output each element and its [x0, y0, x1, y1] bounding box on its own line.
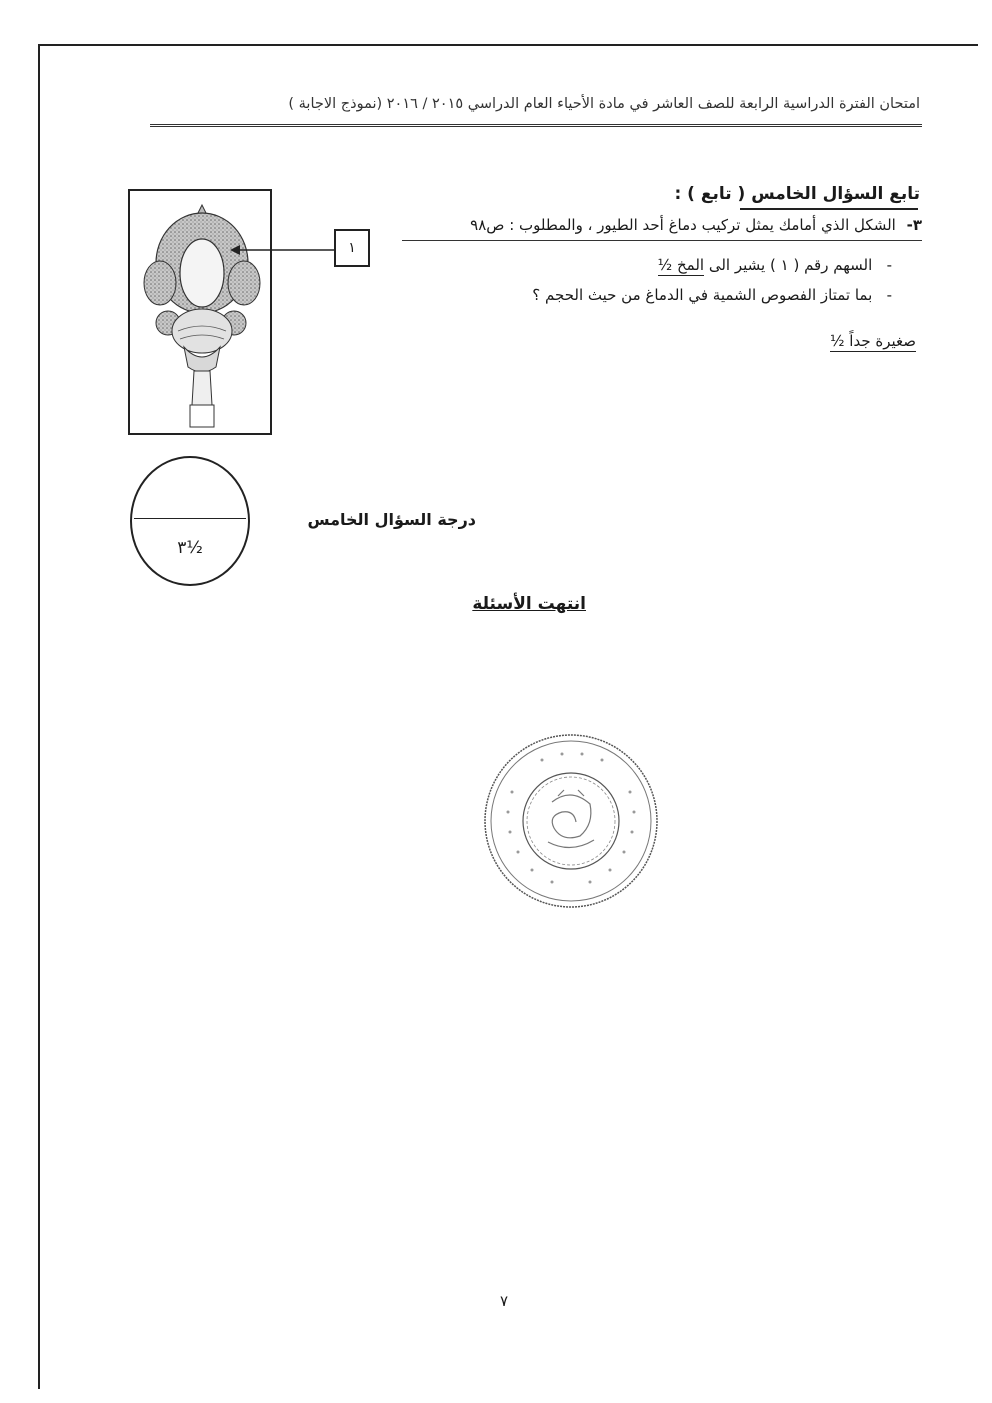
sub-item-2 — [532, 286, 892, 304]
page-border-left — [38, 44, 40, 1389]
section-title: تابع السؤال الخامس ( تابع ) : — [674, 184, 920, 204]
page-number: ٧ — [500, 1292, 509, 1310]
score-circle — [130, 456, 250, 586]
section-title-underline — [740, 208, 918, 210]
official-stamp — [482, 732, 660, 910]
question-text: الشكل الذي أمامك يمثل تركيب دماغ أحد الطيور ، والمطلوب : ص٩٨ — [470, 216, 896, 234]
bird-brain-illustration — [130, 191, 270, 433]
score-value: ٣½ — [177, 538, 203, 558]
question-line — [470, 216, 922, 234]
bird-brain-figure — [128, 189, 272, 435]
sub-item-dash: - — [886, 256, 892, 274]
sub-item-text: بما تمتاز الفصوص الشمية في الدماغ من حيث الحجم ؟ — [532, 286, 873, 304]
answer-line — [830, 332, 916, 350]
arrow-label-box — [334, 229, 370, 267]
exam-header: امتحان الفترة الدراسية الرابعة للصف العاشر في مادة الأحياء العام الدراسي ٢٠١٥ / ٢٠١٦ (نموذج الاجابة ) — [288, 96, 920, 112]
page-border-top — [38, 44, 978, 46]
arrow-label: ١ — [348, 240, 356, 256]
sub-item-answer: المخ ½ — [657, 256, 705, 274]
question-number: ٣- — [906, 216, 922, 234]
sub-item-text: السهم رقم ( ١ ) يشير الى — [708, 256, 873, 274]
pointer-arrow — [228, 238, 336, 262]
answer-text: صغيرة جداً ½ — [829, 332, 916, 350]
score-label: درجة السؤال الخامس — [307, 510, 476, 529]
question-underline — [402, 240, 922, 241]
header-rule — [150, 124, 922, 127]
sub-item-1 — [658, 256, 892, 274]
end-of-questions: انتهت الأسئلة — [472, 594, 586, 614]
sub-item-dash: - — [886, 286, 892, 304]
score-divider — [134, 518, 246, 519]
